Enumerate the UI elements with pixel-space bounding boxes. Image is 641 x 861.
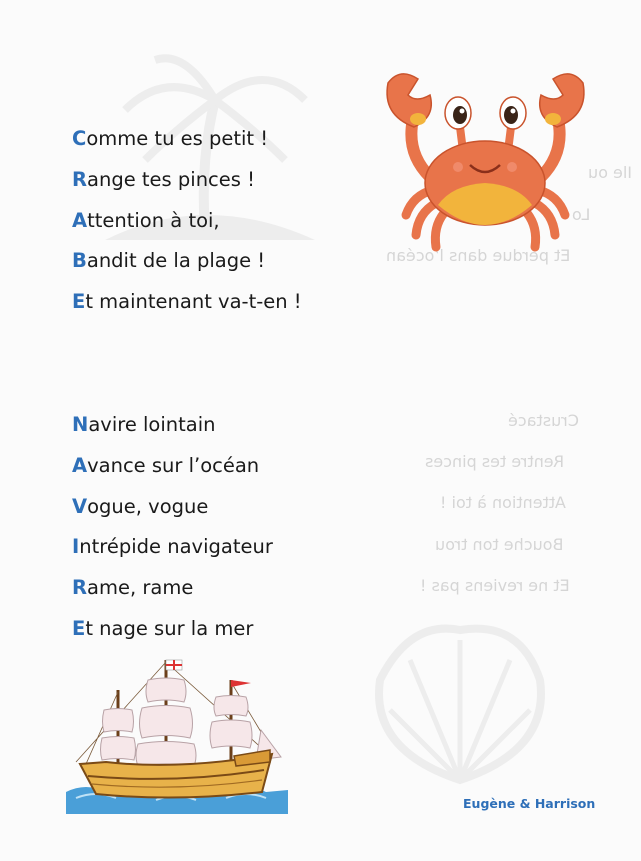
poem-line-text: ame, rame	[87, 576, 194, 600]
acrostic-initial: B	[72, 249, 87, 273]
bleed-through-text: Et perdue dans l’océan	[386, 246, 571, 265]
acrostic-initial: R	[72, 167, 88, 191]
bleed-through-text: Ile ou	[588, 163, 633, 182]
poem-line-text: vance sur l’océan	[87, 453, 260, 477]
acrostic-initial: V	[72, 494, 88, 518]
poem-line	[72, 128, 302, 169]
signature: Eugène & Harrison	[463, 796, 596, 811]
poem-line-text: ogue, vogue	[87, 494, 209, 518]
acrostic-initial: C	[72, 127, 87, 150]
acrostic-initial: R	[72, 576, 88, 600]
bleed-through-text: Crustacé	[508, 411, 579, 430]
poem-line	[72, 169, 302, 210]
poem-line-text: avire lointain	[88, 413, 216, 436]
acrostic-initial: N	[72, 413, 89, 436]
poem-line-text: ntrépide navigateur	[79, 535, 273, 559]
acrostic-initial: A	[72, 453, 88, 477]
bleed-through-text: Et ne reviens pas !	[420, 576, 570, 595]
poem-line	[72, 496, 273, 537]
poem-line-text: t maintenant va-t-en !	[85, 290, 302, 314]
poem-line	[72, 250, 302, 291]
bleed-through-text: Bouche ton trou	[435, 535, 564, 554]
poem-line	[72, 455, 273, 496]
acrostic-initial: E	[72, 616, 86, 640]
poem-line	[72, 210, 302, 251]
poem-line	[72, 414, 273, 455]
shell-bleed-through	[350, 600, 570, 800]
acrostic-initial: A	[72, 208, 88, 232]
poem-line-text: ange tes pinces !	[87, 167, 255, 191]
acrostic-initial: I	[72, 535, 80, 559]
bleed-through-text: Attention à toi !	[440, 493, 566, 512]
poem-line-text: omme tu es petit !	[86, 127, 269, 150]
poem-line-text: ttention à toi,	[87, 208, 220, 232]
poem-crabe	[72, 128, 302, 332]
poem-line-text: t nage sur la mer	[85, 616, 254, 640]
sailing-ship-illustration	[66, 652, 288, 814]
poem-line	[72, 536, 273, 577]
poem-line	[72, 291, 302, 332]
poem-line-text: andit de la plage !	[86, 249, 266, 273]
crab-illustration	[378, 55, 593, 255]
bleed-through-text: Lo	[572, 205, 591, 224]
bleed-through-text: Rentre tes pinces	[425, 452, 565, 471]
poem-navire	[72, 414, 273, 659]
acrostic-initial: E	[72, 290, 86, 314]
poem-line	[72, 577, 273, 618]
